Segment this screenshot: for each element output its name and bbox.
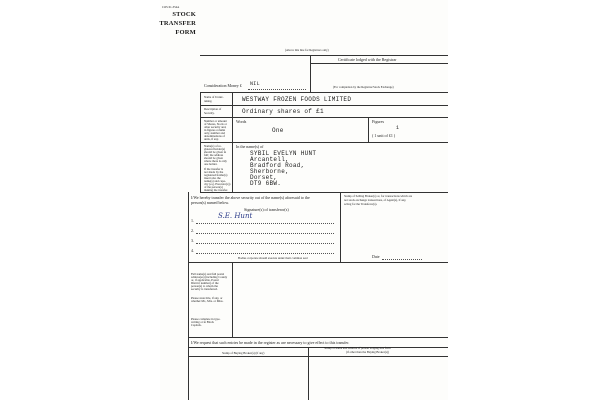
- number-label-6: denominations of: [204, 134, 225, 138]
- holder-label-4: full; the address: [204, 153, 224, 157]
- rule: [368, 117, 369, 142]
- form-title-line-1: STOCK: [172, 11, 196, 18]
- sign-number-1: 1.: [191, 218, 194, 223]
- signature-line: [196, 223, 334, 224]
- sign-number-4: 4.: [191, 248, 194, 253]
- transferee-label-5: person(s) to whom the: [191, 284, 218, 288]
- rule: [188, 356, 448, 357]
- in-name-of: In the name(s) of: [236, 144, 264, 149]
- date-line: [382, 259, 422, 260]
- holder-label-1: Name(s) of re-: [204, 144, 222, 148]
- signature-line: [196, 233, 334, 234]
- number-label-3: other security and,: [204, 125, 227, 129]
- security-value: Ordinary shares of £1: [242, 108, 324, 115]
- lodging-stamp-2: (if other than the Buying Broker(s)): [346, 350, 389, 354]
- holder-line-3: Bradford Road,: [250, 162, 305, 169]
- transferee-label-2: address(es) (including County: [191, 275, 228, 279]
- rule: [188, 192, 189, 400]
- holder-note-5: name(s) and capa-: [204, 179, 226, 183]
- transferee-label-6: security is transferred.: [191, 287, 218, 291]
- rule: [200, 105, 448, 106]
- rule: [232, 262, 233, 337]
- holder-line-5: Dorset,: [250, 174, 278, 181]
- holder-line-6: DT9 6BW.: [250, 180, 282, 187]
- holder-note-2: not made by the: [204, 170, 224, 174]
- words-value: One: [272, 127, 284, 134]
- block-capitals-3: Capitals.: [191, 323, 202, 327]
- broker-stamp-1: Stamp of Selling Broker(s) or, for transactions which are: [344, 194, 413, 198]
- words-label: Words: [236, 119, 247, 124]
- undertaking-value: WESTWAY FROZEN FOODS LIMITED: [242, 96, 352, 103]
- broker-stamp-2: not stock exchange transactions, of Agent(s), if any,: [344, 198, 407, 202]
- security-label: Description of: [204, 107, 222, 111]
- holder-note-6: city (e.g. Executor(s)): [204, 182, 231, 186]
- undertaking-label-2: taking.: [204, 99, 213, 103]
- signature-line: [196, 253, 334, 254]
- number-label-2: of Shares, Stock or: [204, 122, 227, 126]
- holder-label-7: one holder.: [204, 162, 218, 166]
- units-value: ( 1 unit of £1 ): [372, 133, 396, 138]
- stock-transfer-form: [160, 0, 448, 400]
- sign-number-2: 2.: [191, 228, 194, 233]
- figures-label: Figures: [372, 119, 384, 124]
- mr-mrs-label-2: whether Mr., Mrs. or Miss.: [191, 299, 224, 303]
- rule: [200, 92, 448, 93]
- rule: [308, 347, 309, 400]
- rule: [188, 347, 448, 348]
- rule: [200, 142, 448, 143]
- block-capitals-1: Please complete in type-: [191, 317, 221, 321]
- signature-line: [196, 243, 334, 244]
- figures-value: 1: [396, 125, 400, 131]
- signatures-label: Signature(s) of transferor(s): [244, 207, 289, 212]
- holder-label-2: gistered holder(s): [204, 147, 226, 151]
- rule: [188, 337, 448, 338]
- transfer-statement-1: I/We hereby transfer the above security out of the name(s) aforesaid to the: [191, 195, 310, 200]
- number-label-5: only, number and: [204, 131, 225, 135]
- rule: [310, 55, 311, 92]
- transferor-signature: S.E. Hunt: [218, 212, 253, 220]
- transfer-statement-2: person(s) named below.: [191, 200, 230, 205]
- form-title-line-3: FORM: [175, 29, 196, 36]
- transferee-label-1: Full name(s) and full postal: [191, 272, 225, 276]
- registrar-completion: (For completion by the Registrar/Stock Exchange): [333, 85, 394, 89]
- undertaking-label: Name of Under-: [204, 95, 224, 99]
- holder-line-4: Sherborne,: [250, 168, 290, 175]
- number-label-7: units, if any.: [204, 137, 219, 141]
- number-label-1: Number or amount: [204, 119, 227, 123]
- register-request: I/We request that such entries be made in the register as are necessary to give effect to this transfer.: [191, 340, 350, 345]
- mr-mrs-label-1: Please state title, if any, or: [191, 296, 223, 300]
- rule: [200, 55, 448, 56]
- number-label-4: in figures column: [204, 128, 226, 132]
- holder-note-3: registered holder(s): [204, 173, 228, 177]
- registrar-note: (Above this line for Registrars only): [285, 48, 329, 52]
- transferee-label-4: District number) of the: [191, 281, 219, 285]
- rule: [200, 192, 448, 193]
- consideration-line: [248, 89, 306, 90]
- buying-broker: Stamp of Buying Broker(s) (if any): [222, 351, 265, 355]
- holder-line-2: Arcantell,: [250, 156, 290, 163]
- form-code: COS 61-354A: [162, 5, 180, 9]
- holder-note-1: If the transfer is: [204, 167, 224, 171]
- rule: [200, 117, 448, 118]
- form-title-line-2: TRANSFER: [159, 20, 196, 27]
- consideration-label: Consideration Money £: [204, 83, 242, 88]
- rule: [310, 63, 448, 64]
- holder-line-1: SYBIL EVELYN HUNT: [250, 150, 317, 157]
- security-label-2: Security.: [204, 111, 215, 115]
- sign-number-3: 3.: [191, 238, 194, 243]
- rule: [188, 262, 448, 263]
- certificate-lodged: Certificate lodged with the Registrar: [338, 57, 397, 62]
- date-label: Date: [372, 254, 380, 259]
- holder-note-4: insert also the: [204, 176, 221, 180]
- lodging-stamp-1: Stamp or name and address of person lodging this form: [324, 346, 391, 350]
- holder-note-8: making the transfer.: [204, 188, 228, 192]
- broker-stamp-3: acting for the Transferor(s).: [344, 202, 378, 206]
- block-capitals-2: writing or in Block: [191, 320, 214, 324]
- holder-label-3: should be given in: [204, 150, 227, 154]
- consideration-value: NIL: [250, 81, 260, 87]
- holder-label-5: should be given: [204, 156, 223, 160]
- transferee-label-3: or, if applicable, Postal: [191, 278, 219, 282]
- holder-label-6: where there is only: [204, 159, 227, 163]
- rule: [340, 192, 341, 262]
- bodies-corporate: Bodies corporate should execute under their common seal: [238, 256, 308, 260]
- holder-note-7: of the person(s): [204, 185, 223, 189]
